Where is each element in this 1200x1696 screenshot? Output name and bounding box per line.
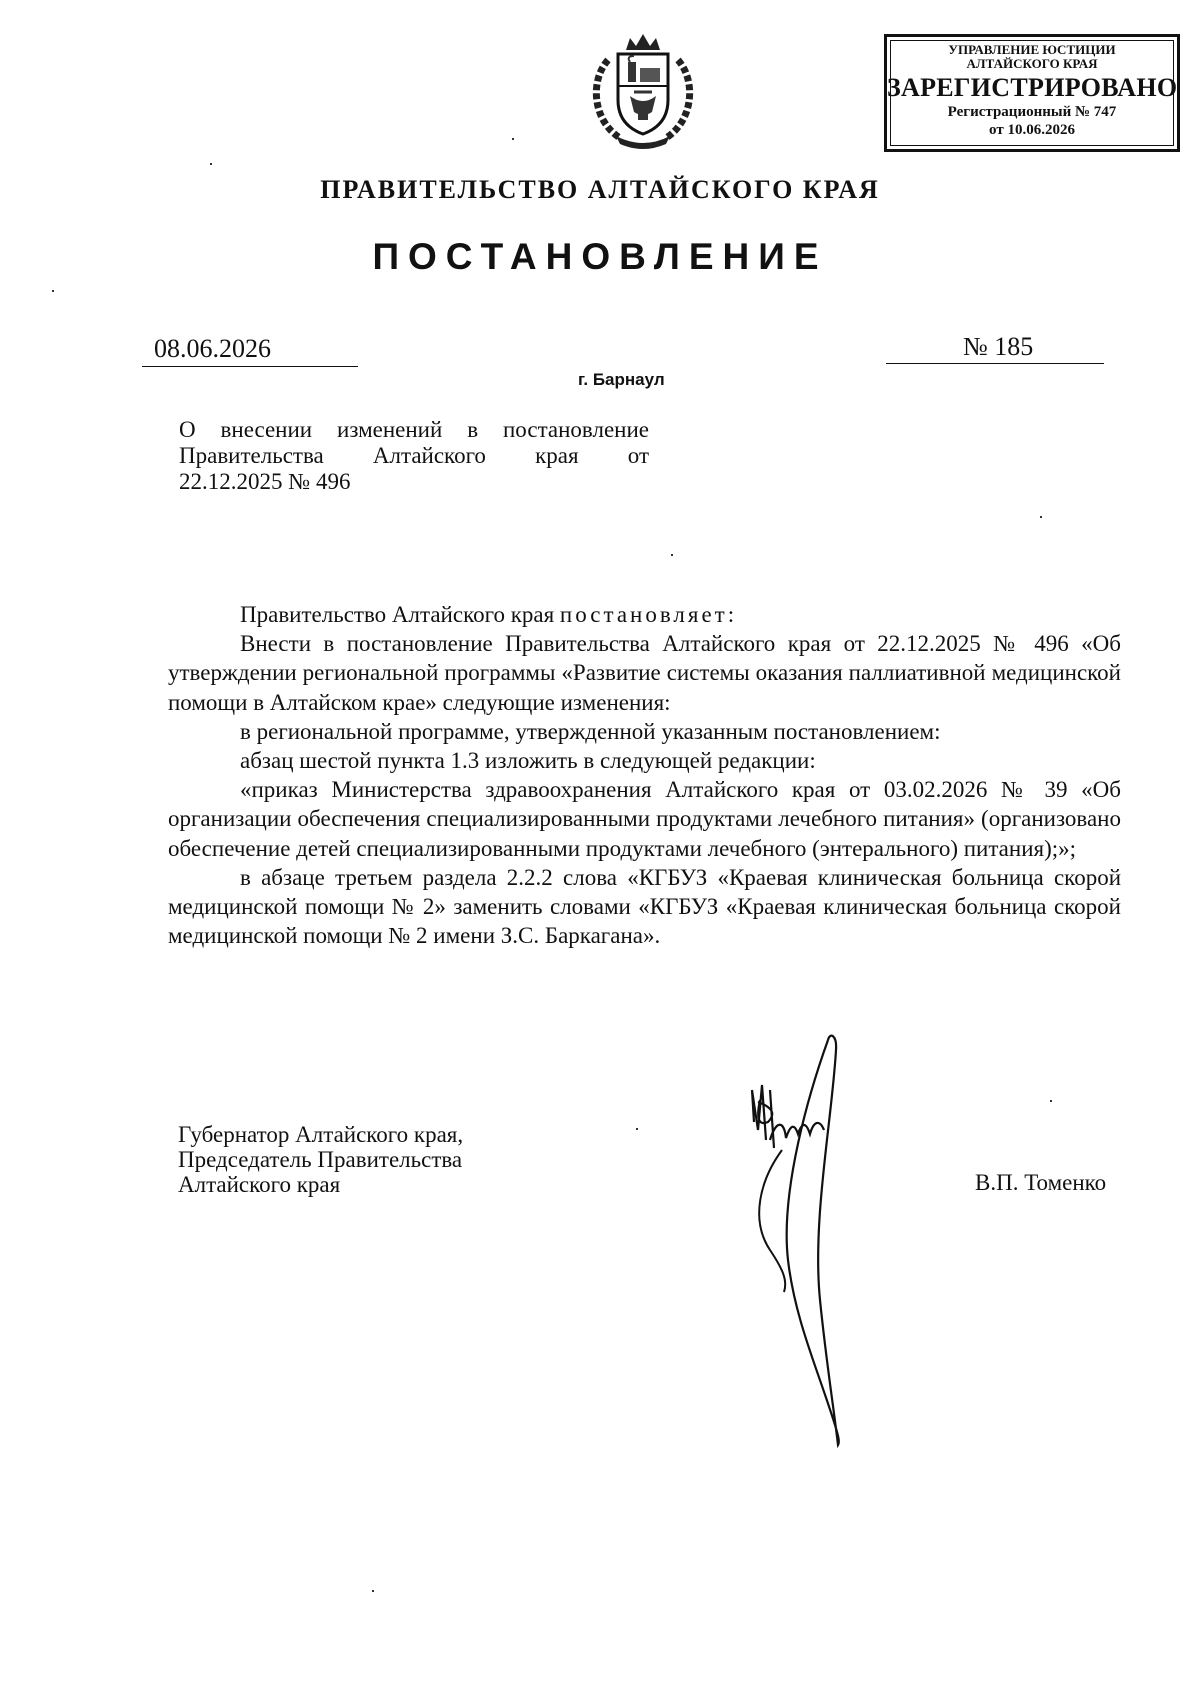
- scan-speck: [210, 163, 212, 165]
- document-city: г. Барнаул: [578, 370, 665, 389]
- organization-name: ПРАВИТЕЛЬСТВО АЛТАЙСКОГО КРАЯ: [320, 175, 880, 204]
- document-body: [168, 600, 1121, 950]
- scan-speck: [636, 1128, 638, 1130]
- preamble-text: Правительство Алтайского края: [240, 602, 560, 627]
- body-paragraph: в абзаце третьем раздела 2.2.2 слова «КГБУЗ «Краевая клиническая больница скорой медицинской помощи № 2» заменить словами «КГБУЗ «Краевая клиническая больница скорой медицинской помощи № 2 имени З.С. Баркагана».: [168, 864, 1121, 949]
- body-paragraph: в региональной программе, утвержденной указанным постановлением:: [240, 718, 941, 744]
- preamble-paragraph: [168, 600, 1121, 629]
- stamp-registration-date: от 10.06.2026: [989, 122, 1075, 138]
- resolves-word: постановляет: [559, 602, 728, 627]
- subject-line: 22.12.2025 № 496: [179, 469, 351, 494]
- body-paragraph: «приказ Министерства здравоохранения Алтайского края от 03.02.2026 № 39 «Об организации обеспечения специализированными продуктами лечебного питания» (организовано обеспечение детей специализированными продуктами лечебного (энтерального) питания);»;: [168, 777, 1121, 861]
- stamp-authority-line1: УПРАВЛЕНИЕ ЮСТИЦИИ: [948, 42, 1116, 57]
- body-paragraph: Внести в постановление Правительства Алтайского края от 22.12.2025 № 496 «Об утверждении региональной программы «Развитие системы оказания паллиативной медицинской помощи в Алтайском крае» следующие изменения:: [168, 631, 1121, 715]
- signatory-name: В.П. Томенко: [975, 1170, 1107, 1195]
- scan-speck: [1040, 516, 1042, 518]
- document-subject: [179, 417, 649, 495]
- handwritten-signature: [740, 1030, 960, 1450]
- document-type-title: ПОСТАНОВЛЕНИЕ: [372, 236, 828, 277]
- signatory-title-line: Председатель Правительства: [178, 1147, 463, 1172]
- registration-stamp: [884, 34, 1180, 152]
- scan-speck: [372, 1590, 374, 1592]
- coat-of-arms-emblem: [578, 30, 708, 150]
- scan-speck: [52, 290, 54, 292]
- signatory-title-line: Губернатор Алтайского края,: [178, 1122, 464, 1147]
- signatory-title: [178, 1122, 463, 1197]
- signatory-title-line: Алтайского края: [178, 1172, 341, 1197]
- date-underline: [142, 366, 358, 367]
- body-paragraph: абзац шестой пункта 1.3 изложить в следующей редакции:: [240, 748, 816, 774]
- scan-speck: [512, 138, 514, 140]
- number-underline: [886, 363, 1104, 364]
- stamp-authority-line2: АЛТАЙСКОГО КРАЯ: [966, 56, 1098, 71]
- document-date: 08.06.2026: [154, 334, 271, 363]
- scan-speck: [671, 554, 673, 556]
- stamp-registration-number: Регистрационный № 747: [947, 104, 1117, 120]
- scan-speck: [1050, 1100, 1052, 1102]
- subject-line: Правительства Алтайского края от: [179, 443, 649, 468]
- stamp-registered-title: ЗАРЕГИСТРИРОВАНО: [887, 73, 1178, 102]
- document-number: № 185: [963, 332, 1034, 361]
- subject-line: О внесении изменений в постановление: [179, 417, 649, 442]
- preamble-colon: :: [727, 602, 735, 627]
